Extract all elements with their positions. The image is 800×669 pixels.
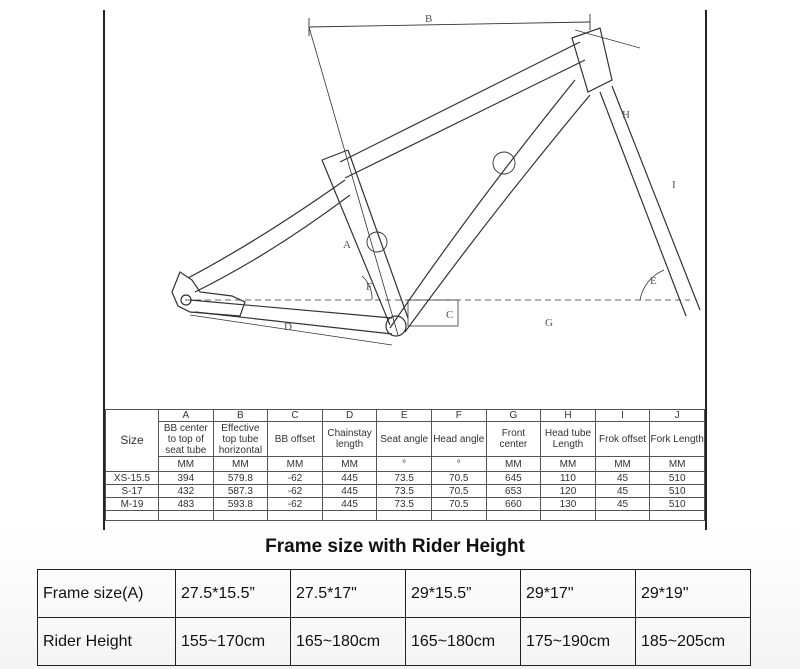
cell: -62 [268, 498, 323, 511]
letter-g: G [486, 410, 541, 422]
letter-h: H [541, 410, 596, 422]
units-row [106, 457, 705, 472]
desc-f: Head angle [431, 422, 486, 457]
cell: -62 [268, 472, 323, 485]
top-tube-lower [345, 60, 585, 178]
letter-a: A [159, 410, 214, 422]
cell: 593.8 [213, 498, 268, 511]
rider-height-title: Frame size with Rider Height [265, 536, 525, 557]
letter-e: E [377, 410, 432, 422]
top-tube-upper [340, 42, 580, 162]
letters-row [106, 410, 705, 422]
frame-size-value: 29*15.5” [406, 570, 521, 618]
letter-b: B [213, 410, 268, 422]
row-size: XS-15.5 [106, 472, 159, 485]
label-b: B [425, 13, 433, 25]
b-extension-line [309, 27, 398, 335]
label-i: I [672, 179, 676, 191]
cell: 445 [322, 498, 377, 511]
desc-i: Frok offset [595, 422, 650, 457]
rear-dropout [172, 272, 245, 316]
desc-h: Head tube Length [541, 422, 596, 457]
label-a: A [343, 239, 351, 251]
cell: 510 [650, 498, 705, 511]
frame-size-value: 29*19" [636, 570, 751, 618]
dimension-b-line [309, 22, 590, 27]
head-tube [572, 28, 612, 92]
rider-height-value: 165~180cm [406, 618, 521, 666]
frame-size-value: 27.5*15.5” [176, 570, 291, 618]
seat-tube-marker [367, 232, 387, 252]
table-row [106, 485, 705, 498]
letter-f: F [431, 410, 486, 422]
size-header: Size [106, 410, 159, 472]
cell: 645 [486, 472, 541, 485]
label-e: E [650, 275, 657, 287]
cell: 70.5 [431, 498, 486, 511]
cell: 130 [541, 498, 596, 511]
rider-height-value: 175~190cm [521, 618, 636, 666]
fork-left [600, 92, 686, 316]
seat-tube-top [322, 150, 348, 160]
unit-h: MM [541, 457, 596, 472]
rider-height-row [38, 618, 751, 666]
label-h: H [622, 109, 630, 121]
cell: -62 [268, 485, 323, 498]
unit-e: ° [377, 457, 432, 472]
letter-c: C [268, 410, 323, 422]
cell: 510 [650, 472, 705, 485]
frame-size-value: 29*17" [521, 570, 636, 618]
rider-height-value: 155~170cm [176, 618, 291, 666]
letter-d: D [322, 410, 377, 422]
cell: 394 [159, 472, 214, 485]
label-c: C [446, 309, 454, 321]
cell: 445 [322, 485, 377, 498]
cell: 70.5 [431, 472, 486, 485]
cell: 120 [541, 485, 596, 498]
cell: 432 [159, 485, 214, 498]
label-d: D [284, 321, 292, 333]
cell: 45 [595, 485, 650, 498]
table-row [106, 472, 705, 485]
desc-e: Seat angle [377, 422, 432, 457]
seat-stay-lower [195, 195, 350, 292]
row-size: M-19 [106, 498, 159, 511]
cell: 73.5 [377, 485, 432, 498]
rider-height-value: 165~180cm [291, 618, 406, 666]
desc-b: Effective top tube horizontal [213, 422, 268, 457]
table-row [106, 498, 705, 511]
cell: 510 [650, 485, 705, 498]
label-g: G [545, 317, 553, 329]
unit-c: MM [268, 457, 323, 472]
cell: 579.8 [213, 472, 268, 485]
seat-tube-right [348, 150, 408, 318]
blank-row [106, 511, 705, 521]
desc-d: Chainstay length [322, 422, 377, 457]
unit-j: MM [650, 457, 705, 472]
geometry-table [105, 409, 705, 521]
unit-g: MM [486, 457, 541, 472]
row-size: S-17 [106, 485, 159, 498]
cell: 73.5 [377, 498, 432, 511]
steerer-axis [575, 30, 640, 48]
unit-b: MM [213, 457, 268, 472]
desc-c: BB offset [268, 422, 323, 457]
down-tube-upper [390, 80, 575, 328]
label-f: F [366, 281, 373, 293]
unit-d: MM [322, 457, 377, 472]
frame-size-row [38, 570, 751, 618]
unit-i: MM [595, 457, 650, 472]
letter-i: I [595, 410, 650, 422]
unit-f: ° [431, 457, 486, 472]
letter-j: J [650, 410, 705, 422]
frame-size-label: Frame size(A) [38, 570, 176, 618]
desc-j: Fork Length [650, 422, 705, 457]
cell: 653 [486, 485, 541, 498]
unit-a: MM [159, 457, 214, 472]
cell: 445 [322, 472, 377, 485]
rider-height-label: Rider Height [38, 618, 176, 666]
frame-size-value: 27.5*17" [291, 570, 406, 618]
cell: 483 [159, 498, 214, 511]
cell: 45 [595, 472, 650, 485]
rider-height-table [37, 569, 751, 666]
seat-stay-upper [188, 180, 345, 278]
desc-g: Front center [486, 422, 541, 457]
descriptions-row [106, 422, 705, 457]
cell: 70.5 [431, 485, 486, 498]
rider-height-value: 185~205cm [636, 618, 751, 666]
cell: 45 [595, 498, 650, 511]
cell: 73.5 [377, 472, 432, 485]
desc-a: BB center to top of seat tube [159, 422, 214, 457]
cell: 587.3 [213, 485, 268, 498]
down-tube-lower [405, 95, 590, 332]
cell: 110 [541, 472, 596, 485]
cell: 660 [486, 498, 541, 511]
